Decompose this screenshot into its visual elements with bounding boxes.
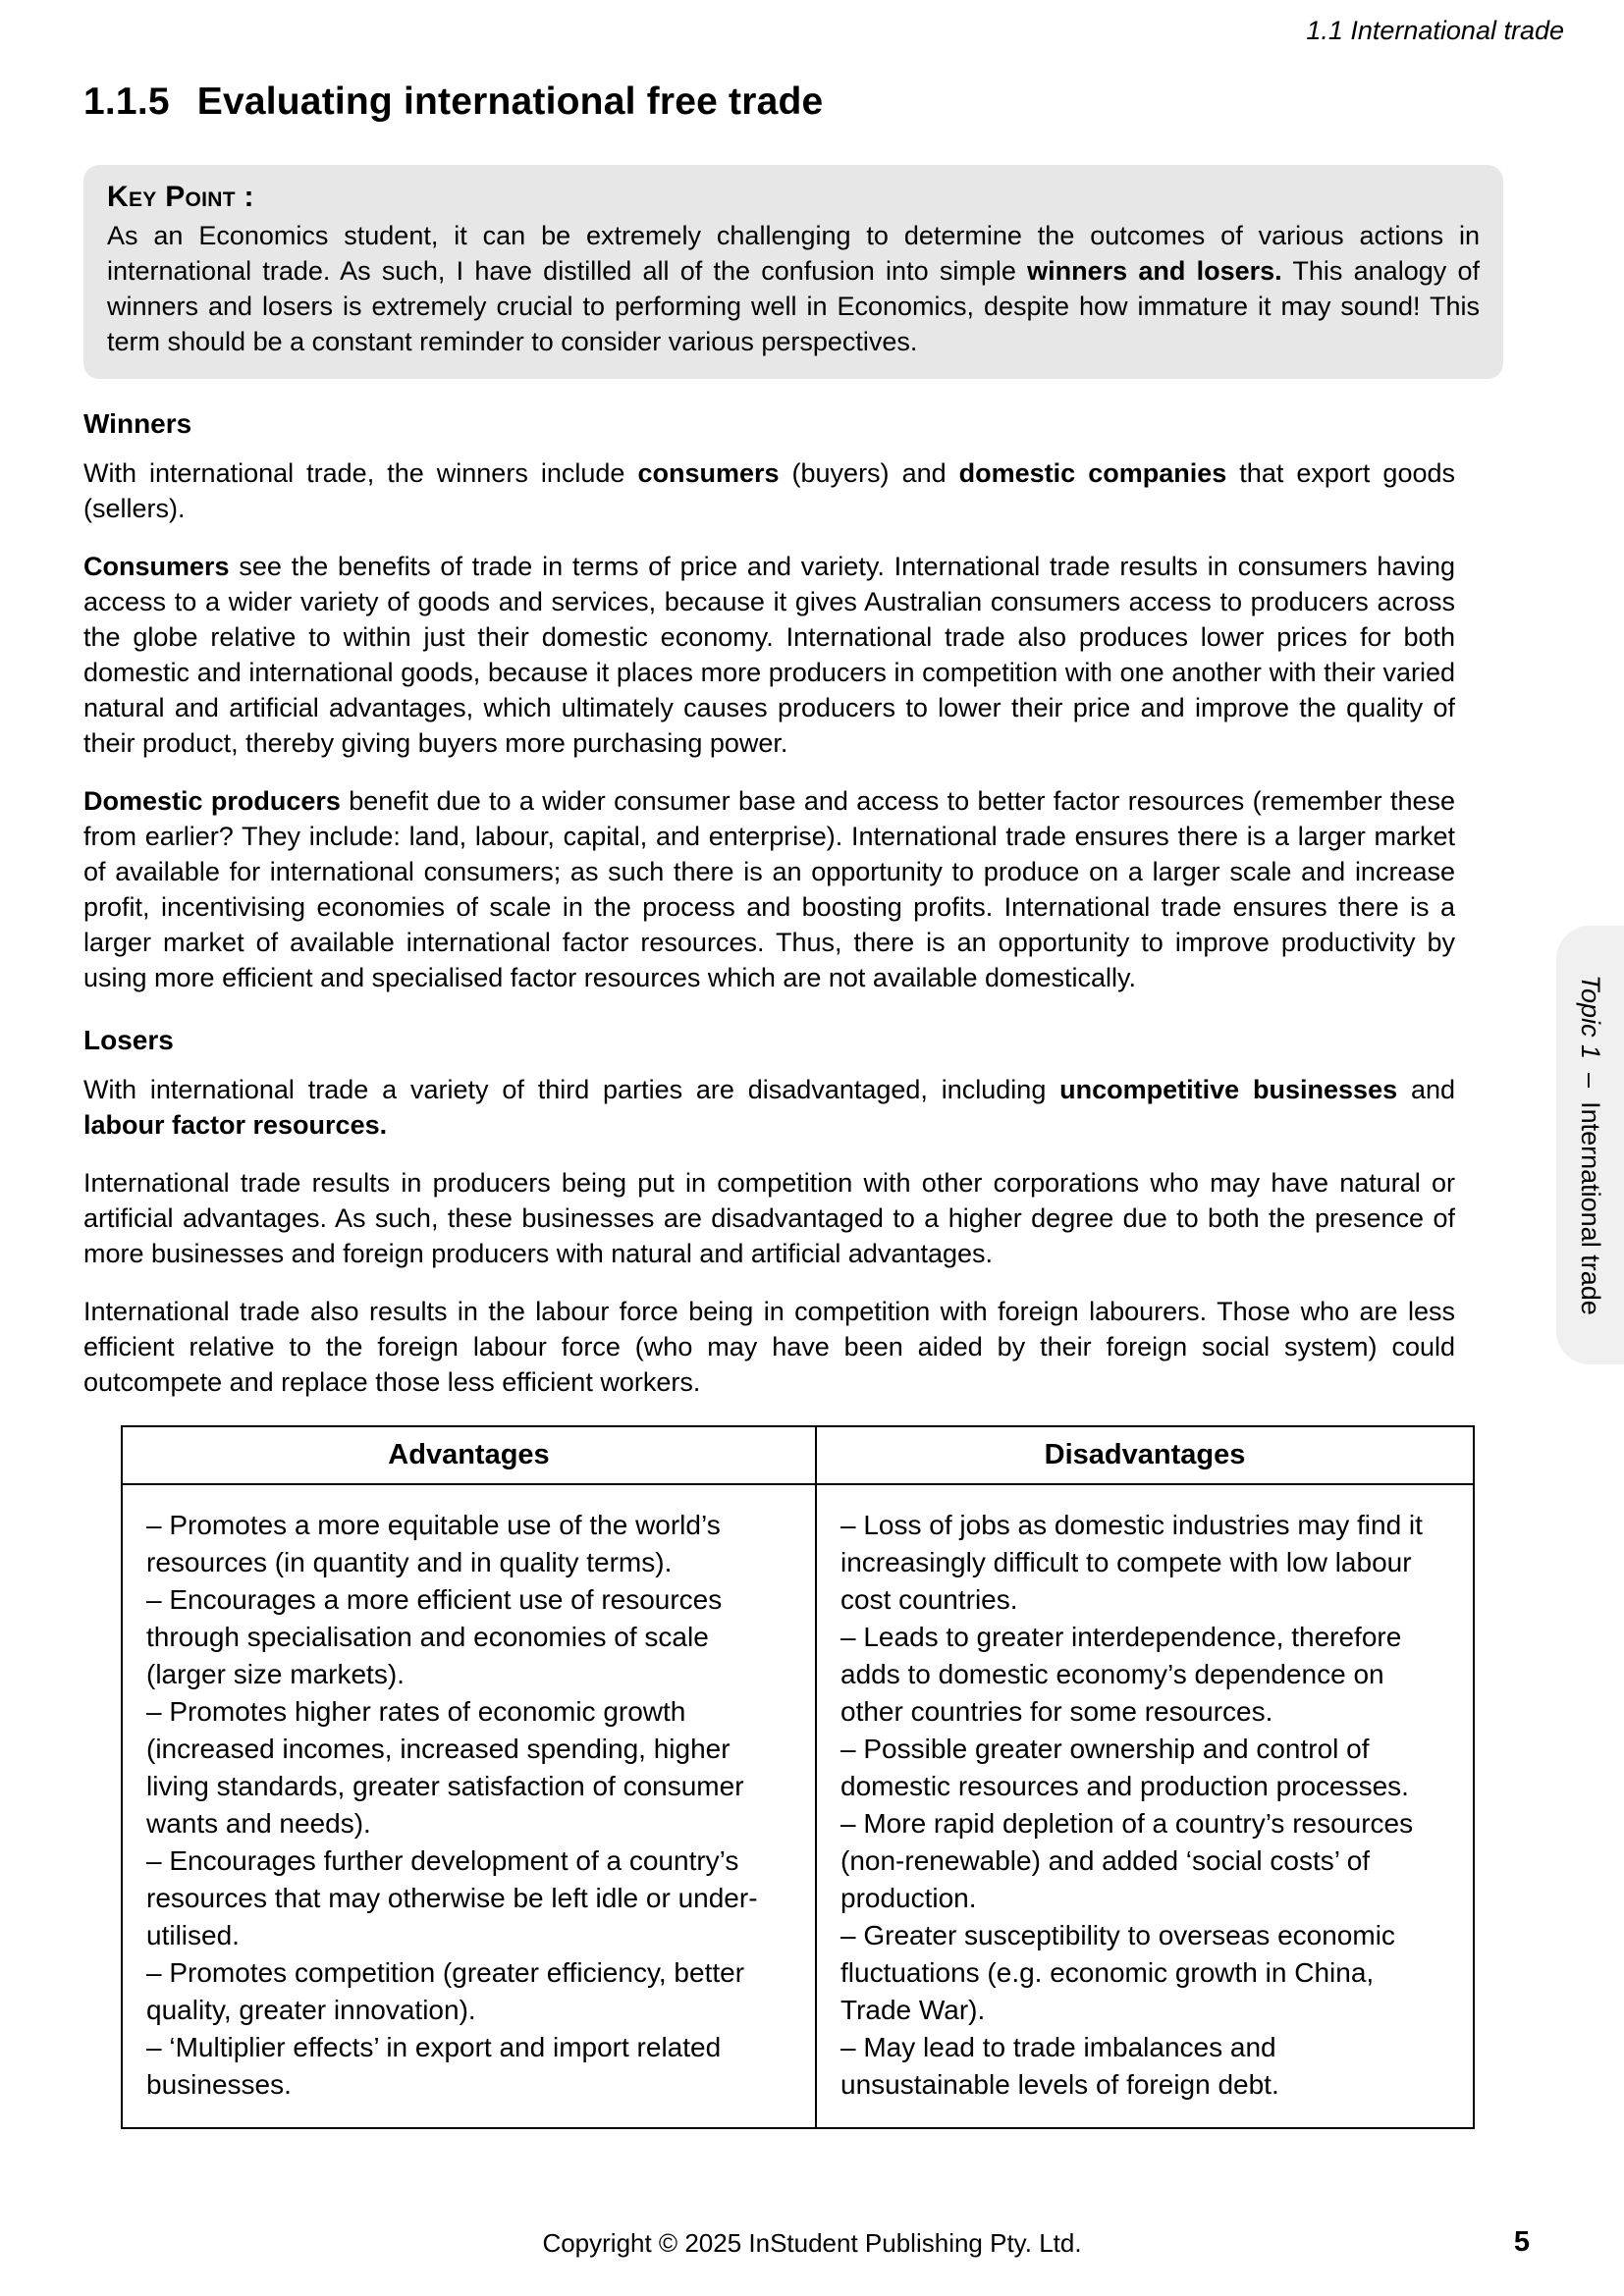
table-cell-item: – ‘Multiplier effects’ in export and import related businesses. bbox=[146, 2032, 722, 2100]
table-cell-item: – Possible greater ownership and control of domestic resources and production processes. bbox=[840, 1734, 1409, 1801]
table-cell-item: – Loss of jobs as domestic industries may find it increasingly difficult to compete with low labour cost countries. bbox=[840, 1510, 1423, 1615]
topic-side-tab-topic: Topic 1 bbox=[1576, 975, 1605, 1060]
losers-heading: Losers bbox=[83, 1025, 174, 1055]
table-header-disadvantages: Disadvantages bbox=[816, 1426, 1474, 1484]
disadvantages-cell bbox=[816, 1484, 1474, 2128]
table-cell-item: – Promotes higher rates of economic growth (increased incomes, increased spending, higher living standards, greater satisfaction of consumer wants and needs). bbox=[146, 1696, 744, 1839]
key-point-text: As an Economics student, it can be extremely challenging to determine the outcomes of various actions in international trade. As such, I have distilled all of the confusion into simple winners and losers. This analogy of winners and losers is extremely crucial to performing well in Economics, despite how immature it may sound! This term should be a constant reminder to consider various perspectives. bbox=[107, 221, 1480, 356]
topic-side-tab bbox=[1556, 926, 1624, 1364]
main-content bbox=[83, 80, 1503, 2129]
table-cell-item: – Promotes a more equitable use of the world’s resources (in quantity and in quality terms). bbox=[146, 1510, 721, 1577]
winners-paragraph-domestic-producers: Domestic producers benefit due to a wider consumer base and access to better factor resources (remember these from earlier? They include: land, labour, capital, and enterprise). International trade ensures there is a larger market of available for international consumers; as such there is an opportunity to produce on a larger scale and increase profit, incentivising economies of scale in the process and boosting profits. International trade ensures there is a larger market of available international factor resources. Thus, there is an opportunity to improve productivity by using more efficient and specialised factor resources which are not available domestically. bbox=[83, 786, 1456, 992]
table-cell-item: – Leads to greater interdependence, therefore adds to domestic economy’s dependence on other countries for some resources. bbox=[840, 1622, 1402, 1727]
topic-side-tab-separator: – bbox=[1576, 1073, 1605, 1089]
table-cell-item: – Greater susceptibility to overseas economic fluctuations (e.g. economic growth in China, Trade War). bbox=[840, 1920, 1395, 2025]
page-number: 5 bbox=[1513, 2226, 1530, 2258]
winners-paragraph-consumers: Consumers see the benefits of trade in terms of price and variety. International trade results in consumers having access to a wider variety of goods and services, because it gives Australian consumers access to producers across the globe relative to within just their domestic economy. International trade also produces lower prices for both domestic and international goods, because it places more producers in competition with one another with their varied natural and artificial advantages, which ultimately causes producers to lower their price and improve the quality of their product, thereby giving buyers more purchasing power. bbox=[83, 552, 1455, 758]
table-cell-item: – May lead to trade imbalances and unsustainable levels of foreign debt. bbox=[840, 2032, 1279, 2100]
table-header-row bbox=[122, 1426, 1474, 1484]
footer-copyright: Copyright © 2025 InStudent Publishing Pty. Ltd. bbox=[542, 2228, 1082, 2258]
winners-heading: Winners bbox=[83, 408, 192, 439]
winners-paragraph-1: With international trade, the winners include consumers (buyers) and domestic companies that export goods (sellers). bbox=[83, 458, 1455, 523]
table-header-advantages: Advantages bbox=[122, 1426, 816, 1484]
table-cell-item: – More rapid depletion of a country’s resources (non-renewable) and added ‘social costs’ of production. bbox=[840, 1808, 1414, 1913]
advantages-disadvantages-table bbox=[121, 1425, 1475, 2129]
key-point-box bbox=[83, 165, 1503, 379]
losers-paragraph-2: International trade results in producers being put in competition with other corporations who may have natural or artificial advantages. As such, these businesses are disadvantaged to a higher degree due to both the presence of more businesses and foreign producers with natural and artificial advantages. bbox=[83, 1168, 1455, 1268]
topic-side-tab-text bbox=[1575, 975, 1605, 1315]
section-title-text: Evaluating international free trade bbox=[196, 80, 824, 123]
running-header: 1.1 International trade bbox=[1306, 16, 1564, 45]
table-cell-item: – Encourages a more efficient use of resources through specialisation and economies of scale (larger size markets). bbox=[146, 1584, 723, 1689]
losers-paragraph-3: International trade also results in the labour force being in competition with foreign labourers. Those who are less efficient relative to the foreign labour force (who may have been aided by their foreign social system) could outcompete and replace those less efficient workers. bbox=[83, 1297, 1455, 1397]
table-cell-item: – Encourages further development of a country’s resources that may otherwise be left idle or under-utilised. bbox=[146, 1845, 758, 1950]
section-number: 1.1.5 bbox=[83, 80, 170, 123]
advantages-cell bbox=[122, 1484, 816, 2128]
table-cell-item: – Promotes competition (greater efficiency, better quality, greater innovation). bbox=[146, 1957, 745, 2025]
key-point-label: Key Point : bbox=[107, 181, 254, 213]
losers-paragraph-1: With international trade a variety of third parties are disadvantaged, including uncompetitive businesses and labour factor resources. bbox=[83, 1075, 1455, 1140]
topic-side-tab-label: International trade bbox=[1576, 1101, 1605, 1315]
section-title bbox=[83, 80, 1503, 124]
table-body-row bbox=[122, 1484, 1474, 2128]
